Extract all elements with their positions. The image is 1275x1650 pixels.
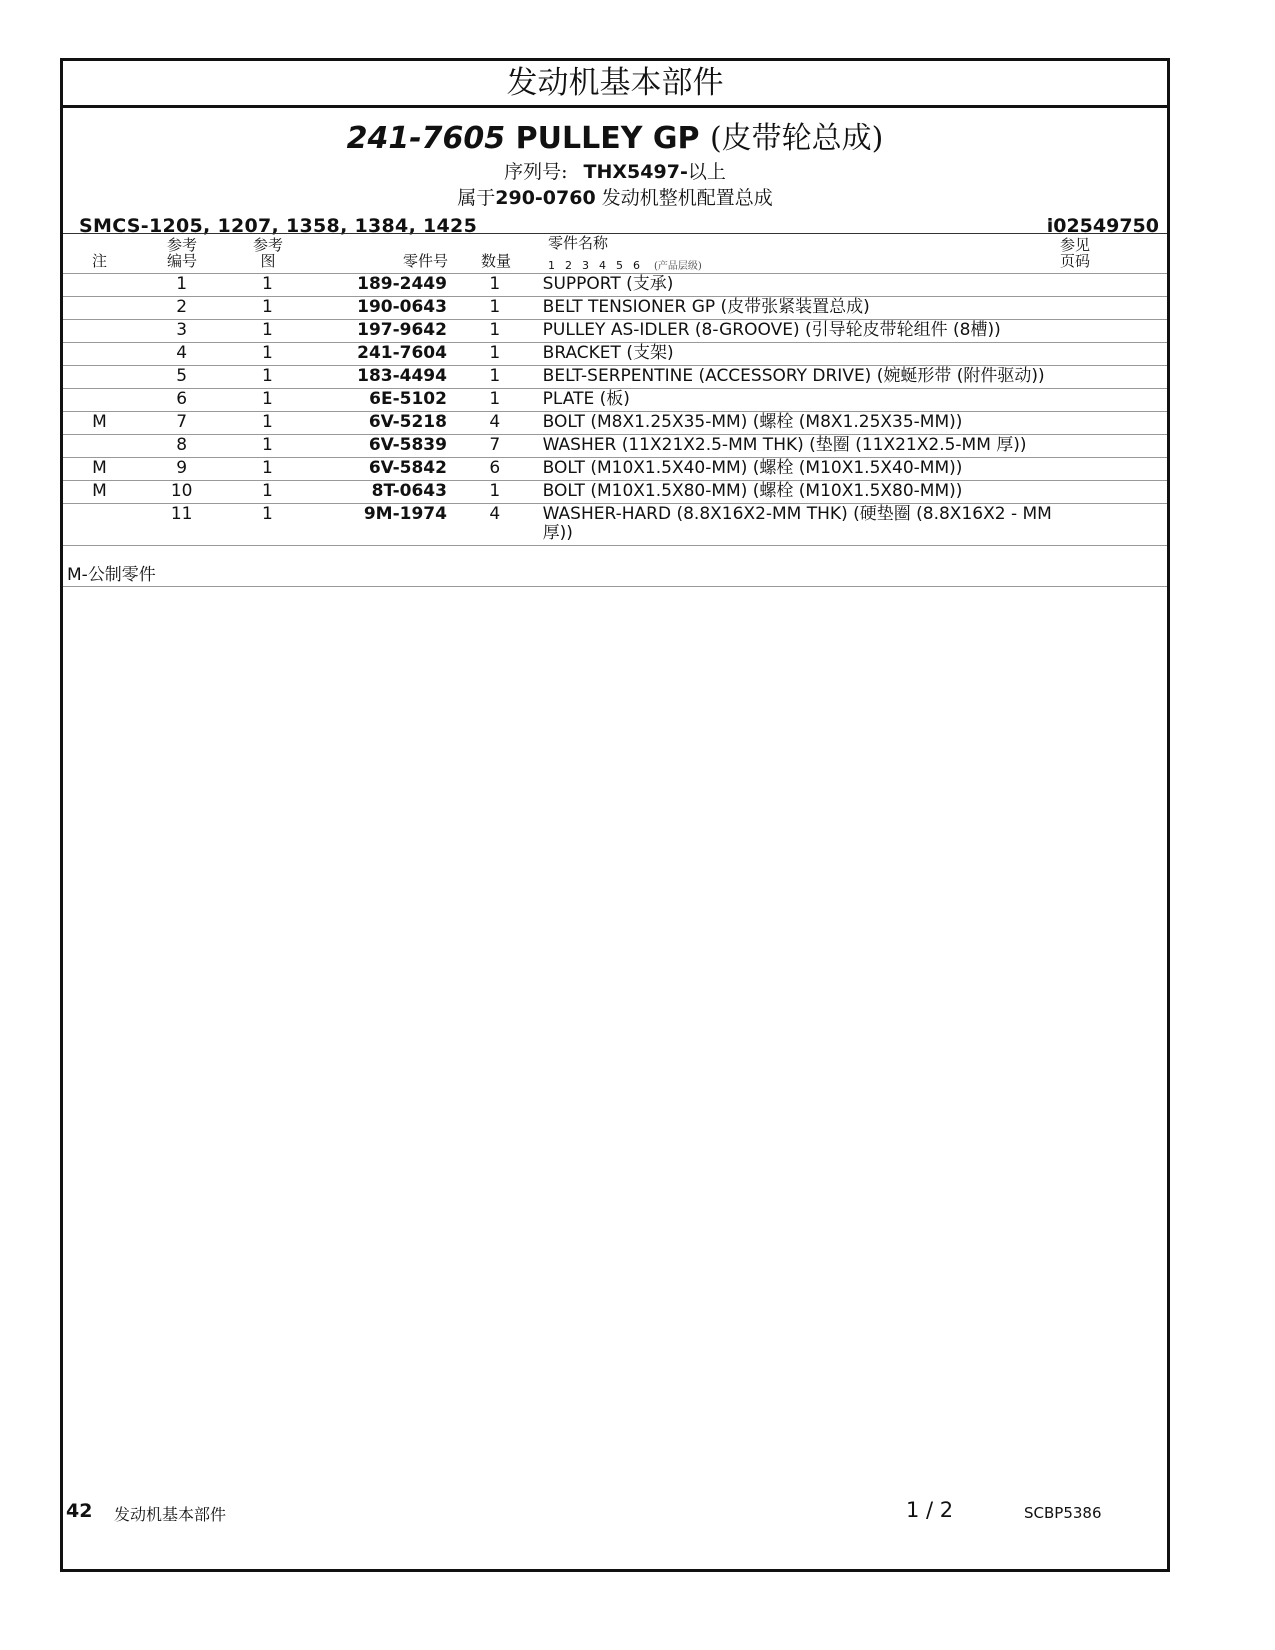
header-divider xyxy=(63,233,1167,234)
row-note xyxy=(63,320,136,343)
col-fig-bottom: 图 xyxy=(260,252,276,270)
table-row xyxy=(63,481,1167,504)
level-3: 3 xyxy=(582,259,589,272)
row-ref-number: 1 xyxy=(136,274,228,297)
row-see-page xyxy=(1071,504,1167,546)
table-row xyxy=(63,412,1167,435)
row-see-page xyxy=(1071,320,1167,343)
row-see-page xyxy=(1071,343,1167,366)
parent-number: 290-0760 xyxy=(495,187,596,209)
table-row xyxy=(63,458,1167,481)
metric-note-prefix: M- xyxy=(67,565,88,585)
row-part-name: PLATE (板) xyxy=(543,389,1072,412)
serial-suffix: 以上 xyxy=(687,161,726,183)
row-quantity: 4 xyxy=(447,412,543,435)
row-figure: 1 xyxy=(228,297,308,320)
table-row xyxy=(63,297,1167,320)
serial-label: 序列号: xyxy=(504,161,568,183)
table-row xyxy=(63,343,1167,366)
col-ref xyxy=(136,237,228,269)
row-see-page xyxy=(1071,389,1167,412)
row-quantity: 6 xyxy=(447,458,543,481)
row-note xyxy=(63,435,136,458)
metric-divider xyxy=(63,586,1167,587)
row-part-name: BRACKET (支架) xyxy=(543,343,1072,366)
row-note xyxy=(63,366,136,389)
row-quantity: 1 xyxy=(447,297,543,320)
level-4: 4 xyxy=(599,259,606,272)
row-part-number: 183-4494 xyxy=(307,366,447,389)
row-see-page xyxy=(1071,412,1167,435)
row-ref-number: 8 xyxy=(136,435,228,458)
product-levels xyxy=(548,259,712,274)
row-note: M xyxy=(63,458,136,481)
row-ref-number: 10 xyxy=(136,481,228,504)
row-see-page xyxy=(1071,274,1167,297)
row-figure: 1 xyxy=(228,481,308,504)
row-ref-number: 2 xyxy=(136,297,228,320)
col-name: 零件名称 xyxy=(548,234,609,252)
row-part-name: WASHER (11X21X2.5-MM THK) (垫圈 (11X21X2.5-MM 厚)) xyxy=(543,435,1072,458)
row-quantity: 1 xyxy=(447,481,543,504)
assembly-title xyxy=(63,119,1167,159)
metric-note-text: 公制零件 xyxy=(87,565,156,585)
parent-name: 发动机整机配置总成 xyxy=(601,187,773,209)
level-6: 6 xyxy=(633,259,640,272)
row-part-number: 190-0643 xyxy=(307,297,447,320)
serial-range xyxy=(63,159,1167,185)
levels-note: (产品层级) xyxy=(654,261,702,272)
footer-doc-id: SCBP5386 xyxy=(1024,1504,1102,1522)
row-part-name: BOLT (M8X1.25X35-MM) (螺栓 (M8X1.25X35-MM)) xyxy=(543,412,1072,435)
row-figure: 1 xyxy=(228,366,308,389)
row-note xyxy=(63,274,136,297)
col-part-number: 零件号 xyxy=(402,252,448,270)
col-ref-top: 参考 xyxy=(166,236,197,254)
assembly-name-en: PULLEY GP xyxy=(515,121,700,156)
col-fig xyxy=(228,237,308,269)
table-row xyxy=(63,389,1167,412)
row-note xyxy=(63,389,136,412)
row-quantity: 1 xyxy=(447,389,543,412)
row-figure: 1 xyxy=(228,343,308,366)
parent-label: 属于 xyxy=(457,187,496,209)
footer-page-number: 42 xyxy=(66,1500,93,1522)
metric-note xyxy=(67,565,156,585)
level-5: 5 xyxy=(616,259,623,272)
row-quantity: 1 xyxy=(447,366,543,389)
col-page-bottom: 页码 xyxy=(1059,252,1090,270)
row-quantity: 4 xyxy=(447,504,543,546)
col-note: 注 xyxy=(91,252,107,270)
row-part-name: WASHER-HARD (8.8X16X2-MM THK) (硬垫圈 (8.8X16X2 - MM 厚)) xyxy=(543,504,1072,546)
row-quantity: 1 xyxy=(447,343,543,366)
table-row xyxy=(63,366,1167,389)
row-part-number: 6V-5839 xyxy=(307,435,447,458)
row-note: M xyxy=(63,481,136,504)
row-see-page xyxy=(1071,435,1167,458)
row-note: M xyxy=(63,412,136,435)
col-qty: 数量 xyxy=(480,252,511,270)
row-ref-number: 9 xyxy=(136,458,228,481)
page-frame xyxy=(60,58,1170,1572)
parent-assembly xyxy=(63,184,1167,212)
row-see-page xyxy=(1071,366,1167,389)
row-part-name: BOLT (M10X1.5X40-MM) (螺栓 (M10X1.5X40-MM)) xyxy=(543,458,1072,481)
row-ref-number: 11 xyxy=(136,504,228,546)
table-row xyxy=(63,504,1167,546)
table-row xyxy=(63,274,1167,297)
row-part-number: 6V-5842 xyxy=(307,458,447,481)
row-part-name: BOLT (M10X1.5X80-MM) (螺栓 (M10X1.5X80-MM)) xyxy=(543,481,1072,504)
row-figure: 1 xyxy=(228,320,308,343)
row-note xyxy=(63,343,136,366)
smcs-codes: SMCS-1205, 1207, 1358, 1384, 1425 xyxy=(79,215,478,237)
parts-table-body xyxy=(63,274,1167,546)
row-part-number: 197-9642 xyxy=(307,320,447,343)
row-see-page xyxy=(1071,297,1167,320)
footer-page-of: 1 / 2 xyxy=(906,1498,954,1522)
row-part-number: 6V-5218 xyxy=(307,412,447,435)
row-part-name: PULLEY AS-IDLER (8-GROOVE) (引导轮皮带轮组件 (8槽)) xyxy=(543,320,1072,343)
row-part-number: 9M-1974 xyxy=(307,504,447,546)
assembly-name-cn: (皮带轮总成) xyxy=(709,121,884,156)
row-ref-number: 6 xyxy=(136,389,228,412)
row-note xyxy=(63,504,136,546)
row-ref-number: 3 xyxy=(136,320,228,343)
row-part-number: 8T-0643 xyxy=(307,481,447,504)
level-1: 1 xyxy=(548,259,555,272)
row-part-number: 241-7604 xyxy=(307,343,447,366)
row-part-name: SUPPORT (支承) xyxy=(543,274,1072,297)
table-row xyxy=(63,320,1167,343)
row-figure: 1 xyxy=(228,412,308,435)
row-quantity: 1 xyxy=(447,274,543,297)
row-part-name: BELT-SERPENTINE (ACCESSORY DRIVE) (婉蜒形带 (附件驱动)) xyxy=(543,366,1072,389)
row-part-number: 6E-5102 xyxy=(307,389,447,412)
col-page-top: 参见 xyxy=(1059,236,1090,254)
row-part-name: BELT TENSIONER GP (皮带张紧装置总成) xyxy=(543,297,1072,320)
row-see-page xyxy=(1071,481,1167,504)
row-figure: 1 xyxy=(228,458,308,481)
row-figure: 1 xyxy=(228,389,308,412)
col-ref-bottom: 编号 xyxy=(166,252,197,270)
row-figure: 1 xyxy=(228,435,308,458)
section-title: 发动机基本部件 xyxy=(63,61,1167,108)
row-figure: 1 xyxy=(228,274,308,297)
col-fig-top: 参考 xyxy=(252,236,283,254)
row-ref-number: 7 xyxy=(136,412,228,435)
row-ref-number: 5 xyxy=(136,366,228,389)
footer-section: 发动机基本部件 xyxy=(114,1505,227,1524)
row-note xyxy=(63,297,136,320)
serial-value: THX5497- xyxy=(583,161,688,183)
illustration-id: i02549750 xyxy=(1046,215,1159,237)
row-part-number: 189-2449 xyxy=(307,274,447,297)
row-quantity: 7 xyxy=(447,435,543,458)
col-see-page xyxy=(1053,237,1097,269)
row-ref-number: 4 xyxy=(136,343,228,366)
table-row xyxy=(63,435,1167,458)
assembly-number: 241-7605 xyxy=(346,121,506,156)
row-quantity: 1 xyxy=(447,320,543,343)
row-see-page xyxy=(1071,458,1167,481)
level-2: 2 xyxy=(565,259,572,272)
row-figure: 1 xyxy=(228,504,308,546)
parts-table xyxy=(63,273,1167,546)
